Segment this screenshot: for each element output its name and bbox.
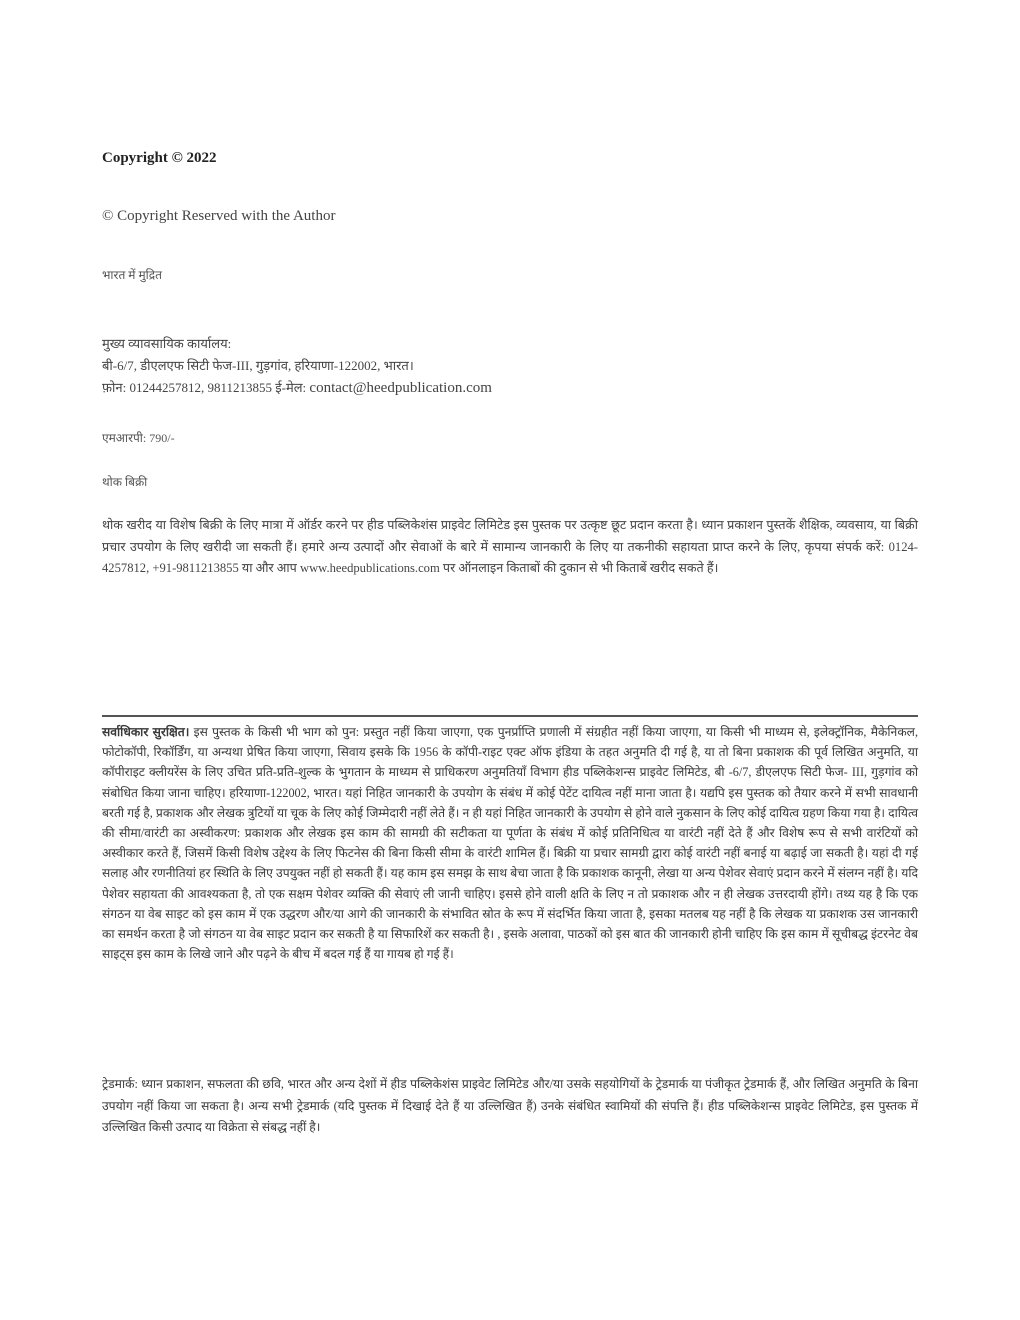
office-contact bbox=[102, 377, 492, 399]
office-address: बी-6/7, डीएलएफ सिटी फेज-III, गुड़गांव, हरियाणा-122002, भारत। bbox=[102, 358, 414, 373]
mrp-price: एमआरपी: 790/- bbox=[102, 431, 175, 445]
printed-in-notice: भारत में मुद्रित bbox=[102, 268, 162, 282]
rights-reserved-lead: सर्वाधिकार सुरक्षित। bbox=[102, 725, 190, 739]
legal-disclaimer-paragraph bbox=[102, 722, 918, 964]
section-divider bbox=[102, 715, 918, 717]
copyright-reserved-notice: © Copyright Reserved with the Author bbox=[102, 208, 336, 224]
office-email-link[interactable]: contact@heedpublication.com bbox=[309, 380, 492, 396]
office-address-block bbox=[102, 333, 492, 399]
office-phone: फ़ोन: 01244257812, 9811213855 ई-मेल: bbox=[102, 380, 310, 395]
trademark-paragraph: ट्रेडमार्क: ध्यान प्रकाशन, सफलता की छवि, भारत और अन्य देशों में हीड पब्लिकेशंस प्राइवेट लिमिटेड और/या उसके सहयोगियों के ट्रेडमार्क या पंजीकृत ट्रेडमार्क हैं, और लिखित अनुमति के बिना उपयोग नहीं किया जा सकता है। अन्य सभी ट्रेडमार्क (यदि पुस्तक में दिखाई देते हैं या उल्लिखित हैं) उनके संबंधित स्वामियों की संपत्ति हैं। हीड पब्लिकेशन्स प्राइवेट लिमिटेड, इस पुस्तक में उल्लिखित किसी उत्पाद या विक्रेता से संबद्ध नहीं है। bbox=[102, 1077, 918, 1134]
office-label: मुख्य व्यावसायिक कार्यालय: bbox=[102, 336, 232, 351]
legal-disclaimer-text: इस पुस्तक के किसी भी भाग को पुन: प्रस्तुत नहीं किया जाएगा, एक पुनर्प्राप्ति प्रणाली में संग्रहीत नहीं किया जाएगा, या किसी भी माध्यम से, इलेक्ट्रॉनिक, मैकेनिकल, फोटोकॉपी, रिकॉर्डिंग, या अन्यथा प्रेषित किया जाएगा, सिवाय इसके कि 1956 के कॉपी-राइट एक्ट ऑफ इंडिया के तहत अनुमति दी गई है, या तो बिना प्रकाशक की पूर्व लिखित अनुमति, या कॉपीराइट क्लीयरेंस के लिए उचित प्रति-प्रति-शुल्क के भुगतान के माध्यम से प्राधिकरण अनुमतियाँ विभाग हीड पब्लिकेशन्स प्राइवेट लिमिटेड, बी -6/7, डीएलएफ सिटी फेज- III, गुड़गांव को संबोधित किया जाना चाहिए। हरियाणा-122002, भारत। यहां निहित जानकारी के उपयोग के संबंध में कोई पेटेंट दायित्व नहीं माना जाता है। यद्यपि इस पुस्तक को तैयार करने में सभी सावधानी बरती गई है, प्रकाशक और लेखक त्रुटियों या चूक के लिए कोई जिम्मेदारी नहीं लेते हैं। न ही यहां निहित जानकारी के उपयोग से होने वाले नुकसान के लिए कोई दायित्व ग्रहण किया गया है। दायित्व की सीमा/वारंटी का अस्वीकरण: प्रकाशक और लेखक इस काम की सामग्री की सटीकता या पूर्णता के संबंध में कोई प्रतिनिधित्व या वारंटी नहीं देते हैं और विशेष रूप से सभी वारंटियों को अस्वीकार करते हैं, जिसमें किसी विशेष उद्देश्य के लिए फिटनेस की बिना किसी सीमा के वारंटी शामिल हैं। बिक्री या प्रचार सामग्री द्वारा कोई वारंटी नहीं बनाई या बढ़ाई जा सकती है। यहां दी गई सलाह और रणनीतियां हर स्थिति के लिए उपयुक्त नहीं हो सकती हैं। यह काम इस समझ के साथ बेचा जाता है कि प्रकाशक कानूनी, लेखा या अन्य पेशेवर सेवाएं प्रदान करने में संलग्न नहीं है। यदि पेशेवर सहायता की आवश्यकता है, तो एक सक्षम पेशेवर व्यक्ति की सेवाएं ली जानी चाहिए। इससे होने वाली क्षति के लिए न तो प्रकाशक और न ही लेखक उत्तरदायी होंगे। तथ्य यह है कि एक संगठन या वेब साइट को इस काम में एक उद्धरण और/या आगे की जानकारी के संभावित स्रोत के रूप में संदर्भित किया जाता है, इसका मतलब यह नहीं है कि लेखक या प्रकाशक उस जानकारी का समर्थन करता है जो संगठन या वेब साइट प्रदान कर सकती है या सिफारिशें कर सकती है। , इसके अलावा, पाठकों को इस बात की जानकारी होनी चाहिए कि इस काम में सूचीबद्ध इंटरनेट वेब साइट्स इस काम के लिखे जाने और पढ़ने के बीच में बदल गई हैं या गायब हो गई हैं। bbox=[102, 725, 918, 962]
bulk-sales-paragraph: थोक खरीद या विशेष बिक्री के लिए मात्रा में ऑर्डर करने पर हीड पब्लिकेशंस प्राइवेट लिमिटेड इस पुस्तक पर उत्कृष्ट छूट प्रदान करता है। ध्यान प्रकाशन पुस्तकें शैक्षिक, व्यवसाय, या बिक्री प्रचार उपयोग के लिए खरीदी जा सकती हैं। हमारे अन्य उत्पादों और सेवाओं के बारे में सामान्य जानकारी के लिए या तकनीकी सहायता प्राप्त करने के लिए, कृपया संपर्क करें: 0124-4257812, +91-9811213855 या और आप www.heedpublications.com पर ऑनलाइन किताबों की दुकान से भी किताबें खरीद सकते हैं। bbox=[102, 518, 918, 575]
copyright-heading: Copyright © 2022 bbox=[102, 150, 217, 166]
bulk-sales-heading: थोक बिक्री bbox=[102, 475, 148, 489]
